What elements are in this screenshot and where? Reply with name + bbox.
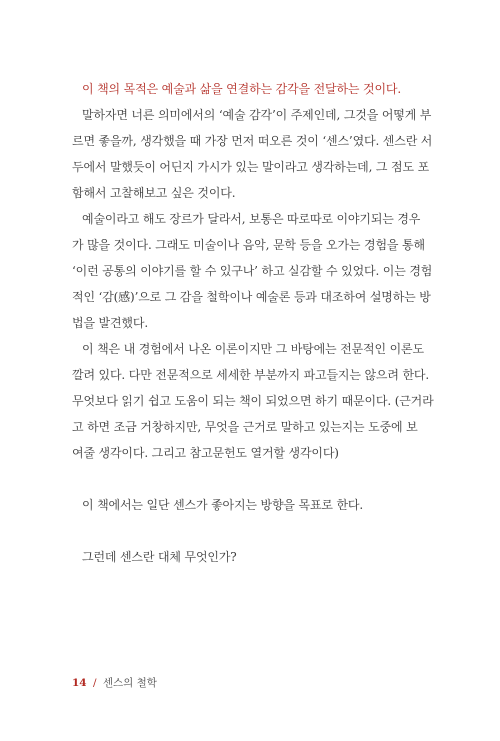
paragraph-3-line-3: 무엇보다 읽기 쉽고 도움이 되는 책이 되었으면 하기 때문이다. (근거라 <box>72 394 434 408</box>
page-body <box>72 76 434 570</box>
paragraph-gap <box>72 466 428 492</box>
paragraph-3-line-2: 깔려 있다. 다만 전문적으로 세세한 부분까지 파고들지는 않으려 한다. <box>72 368 430 382</box>
paragraph-1-line-2: 르면 좋을까, 생각했을 때 가장 먼저 떠오른 것이 ‘센스’였다. 센스란 서 <box>72 134 433 148</box>
paragraph-3-line-5: 여줄 생각이다. 그리고 참고문헌도 열거할 생각이다) <box>72 446 339 460</box>
paragraph-3-line-1: 이 책은 내 경험에서 나온 이론이지만 그 바탕에는 전문적인 이론도 <box>82 342 424 356</box>
paragraph-2-line-2: 가 많을 것이다. 그래도 미술이나 음악, 문학 등을 오가는 경험을 통해 <box>72 238 425 252</box>
paragraph-1-line-3: 두에서 말했듯이 어딘지 가시가 있는 말이라고 생각하는데, 그 점도 포 <box>72 160 430 174</box>
paragraph-2-line-1: 예술이라고 해도 장르가 달라서, 보통은 따로따로 이야기되는 경우 <box>82 212 421 226</box>
highlighted-sentence: 이 책의 목적은 예술과 삶을 연결하는 감각을 전달하는 것이다. <box>82 82 402 96</box>
paragraph-3-line-4: 고 하면 조금 거창하지만, 무엇을 근거로 말하고 있는지는 도중에 보 <box>72 420 418 434</box>
paragraph-1-line-1: 말하자면 너른 의미에서의 ‘예술 감각’이 주제인데, 그것을 어떻게 부 <box>82 108 432 122</box>
paragraph-2-line-3: ‘이런 공통의 이야기를 할 수 있구나’ 하고 실감할 수 있었다. 이는 경험 <box>72 264 433 278</box>
book-title: 센스의 철학 <box>102 677 157 689</box>
footer-separator: / <box>92 677 97 689</box>
paragraph-4-line-1: 이 책에서는 일단 센스가 좋아지는 방향을 목표로 한다. <box>82 498 364 512</box>
paragraph-2-line-4: 적인 ‘감(感)’으로 그 감을 철학이나 예술론 등과 대조하여 설명하는 방 <box>72 290 431 304</box>
paragraph-1-line-4: 함해서 고찰해보고 싶은 것이다. <box>72 186 236 200</box>
page-footer <box>72 675 157 690</box>
paragraph-2-line-5: 법을 발견했다. <box>72 316 148 330</box>
page-number: 14 <box>72 677 87 689</box>
paragraph-gap <box>72 518 428 544</box>
paragraph-5-line-1: 그런데 센스란 대체 무엇인가? <box>82 550 237 564</box>
